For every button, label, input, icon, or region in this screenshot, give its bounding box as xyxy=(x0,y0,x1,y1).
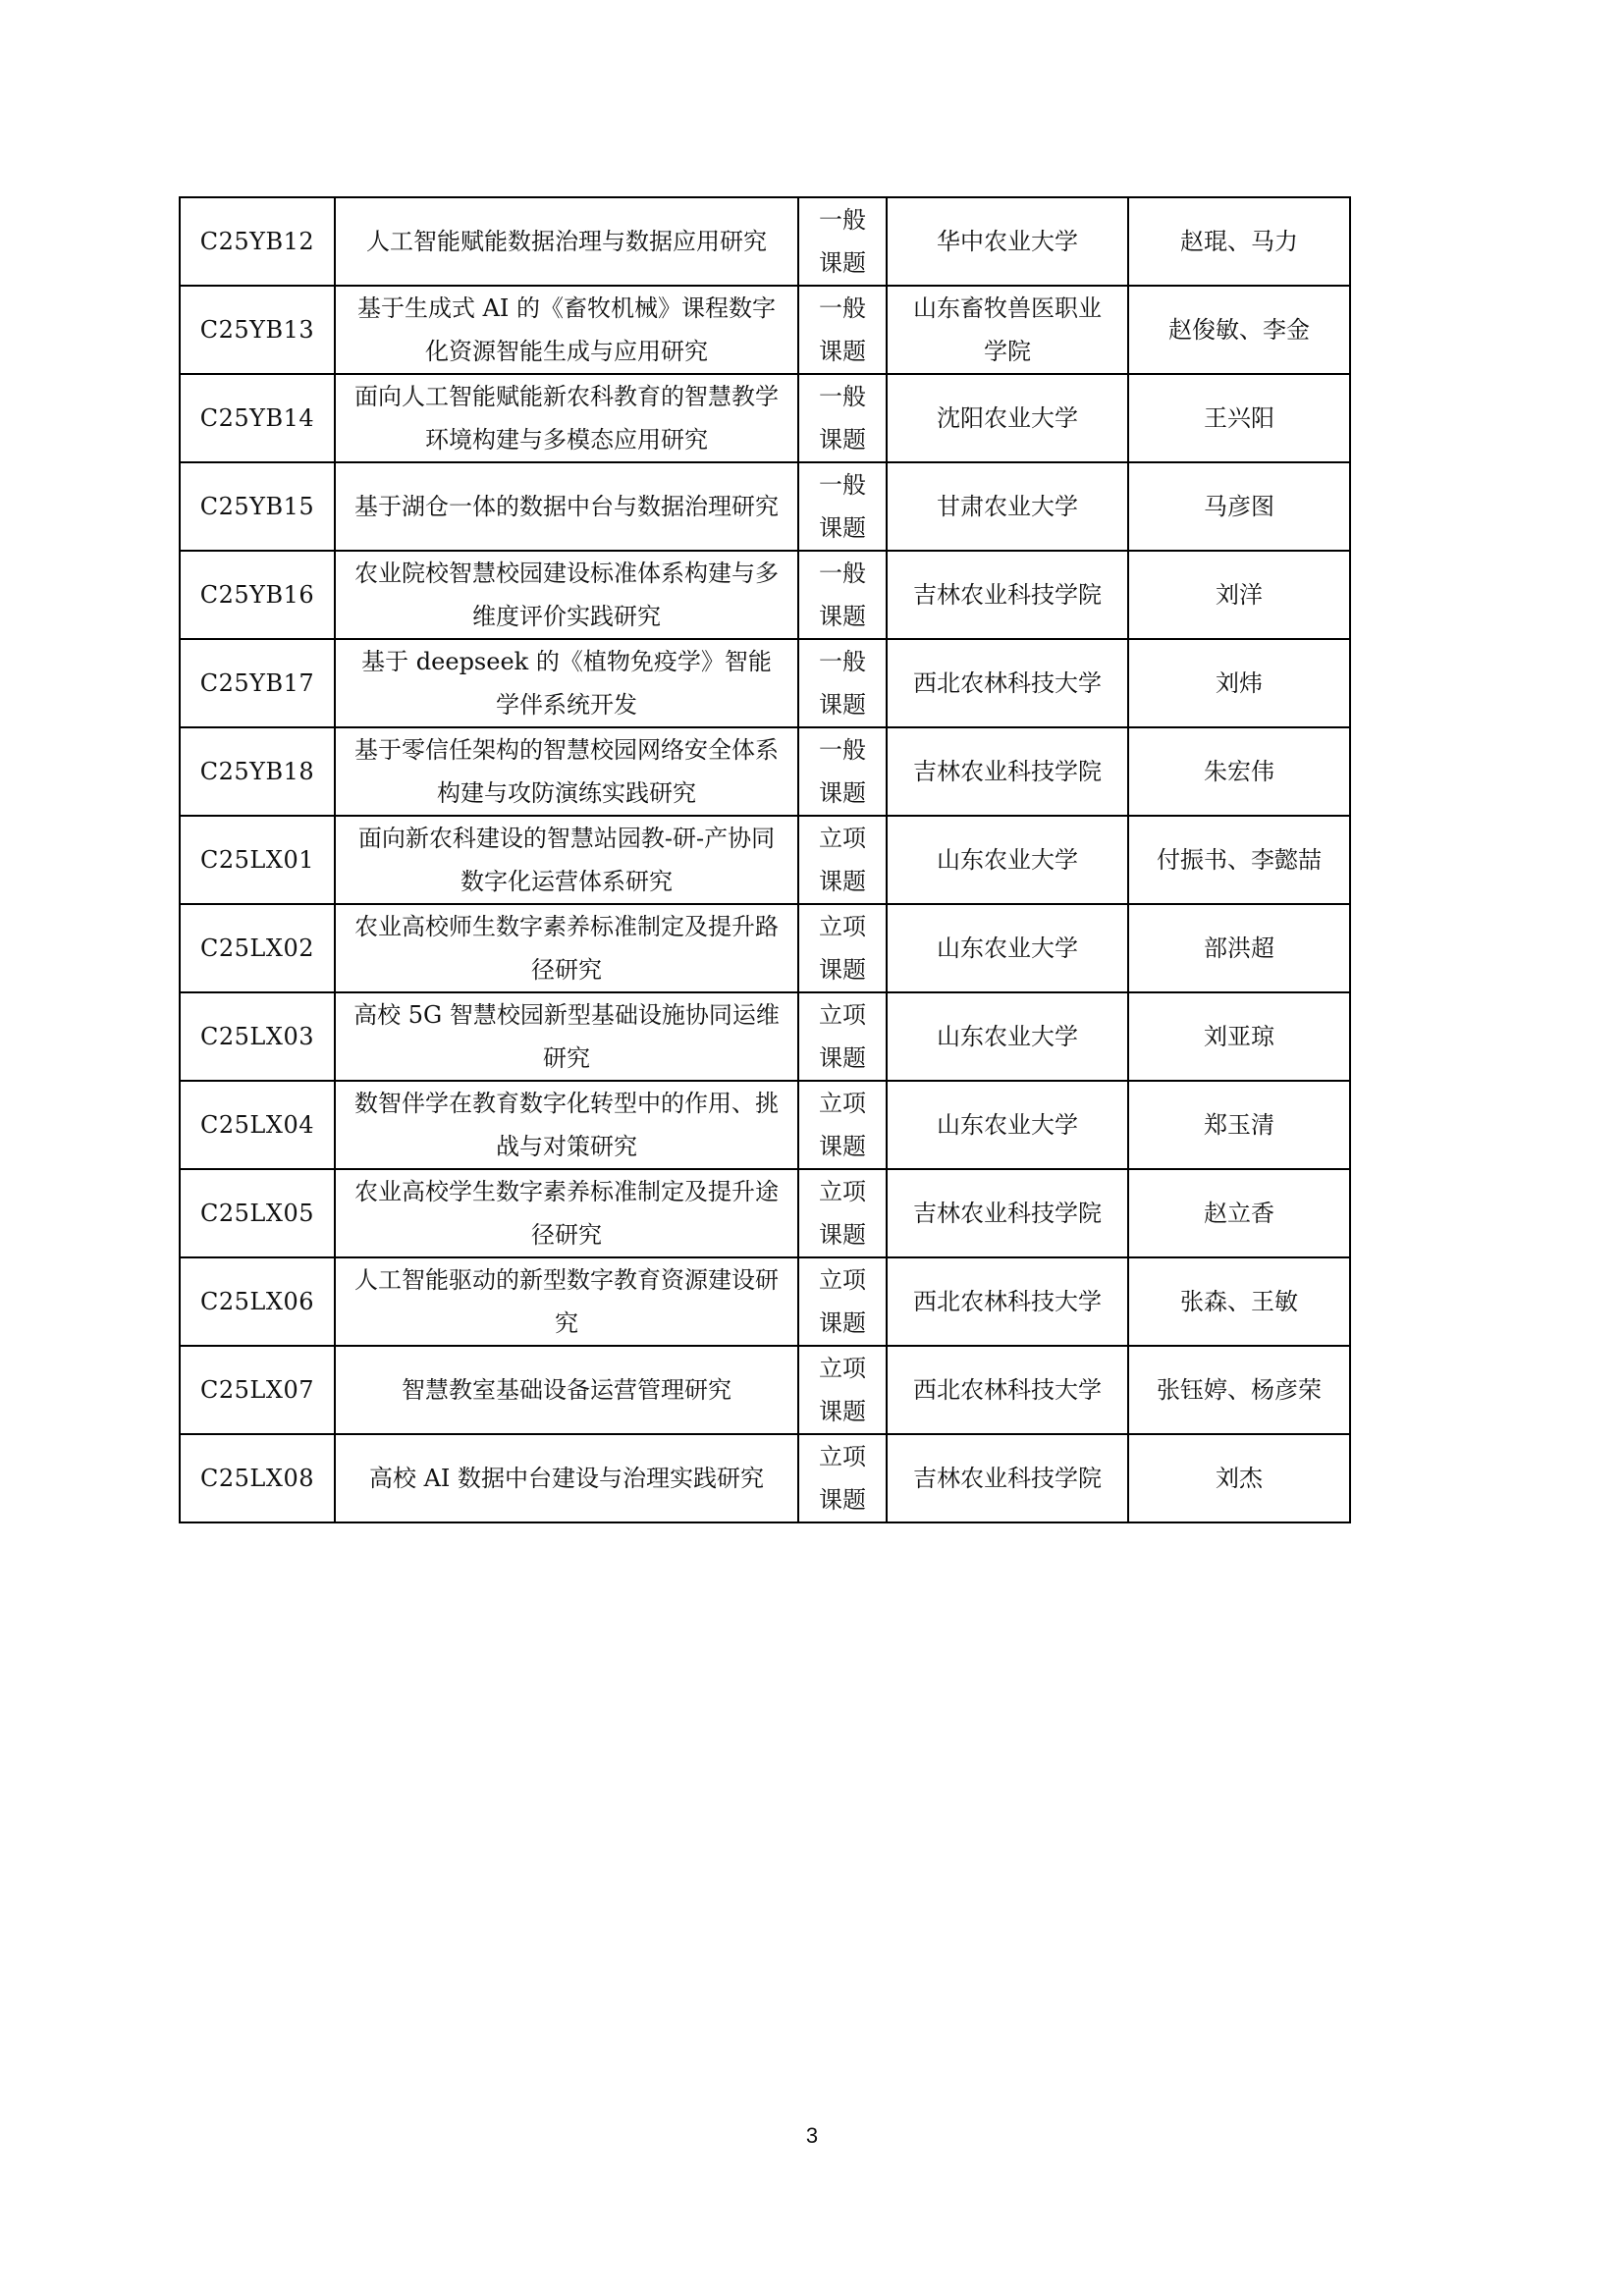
project-id-cell xyxy=(180,1346,335,1434)
project-title-text: 高校 AI 数据中台建设与治理实践研究 xyxy=(368,1465,765,1492)
project-title-cell xyxy=(335,1169,798,1257)
project-id-text: C25YB14 xyxy=(199,404,315,432)
project-title-text: 基于 deepseek 的《植物免疫学》智能学伴系统开发 xyxy=(361,648,772,719)
project-id-text: C25LX08 xyxy=(200,1465,314,1492)
project-type-cell xyxy=(798,816,887,904)
project-id-text: C25YB16 xyxy=(199,581,315,609)
project-type-cell xyxy=(798,462,887,551)
person-in-charge-cell xyxy=(1128,197,1350,286)
project-id-cell xyxy=(180,992,335,1081)
organization-cell xyxy=(887,1346,1128,1434)
project-id-text: C25YB12 xyxy=(199,228,315,255)
person-in-charge-text: 刘炜 xyxy=(1216,669,1263,697)
project-title-text: 人工智能驱动的新型数字教育资源建设研究 xyxy=(354,1266,779,1337)
project-title-cell xyxy=(335,992,798,1081)
table-row xyxy=(180,462,1350,551)
project-type-text: 一般课题 xyxy=(819,560,866,630)
person-in-charge-cell xyxy=(1128,992,1350,1081)
organization-cell xyxy=(887,727,1128,816)
project-type-cell xyxy=(798,1434,887,1522)
project-title-cell xyxy=(335,727,798,816)
person-in-charge-cell xyxy=(1128,1169,1350,1257)
table-row xyxy=(180,1081,1350,1169)
project-table-body xyxy=(180,197,1350,1522)
organization-text: 华中农业大学 xyxy=(937,228,1078,255)
project-id-text: C25YB13 xyxy=(199,316,315,344)
project-type-text: 立项课题 xyxy=(819,1178,866,1249)
table-row xyxy=(180,639,1350,727)
person-in-charge-text: 张钰婷、杨彦荣 xyxy=(1157,1376,1322,1404)
organization-text: 西北农林科技大学 xyxy=(913,669,1102,697)
project-title-cell xyxy=(335,197,798,286)
project-title-text: 农业高校学生数字素养标准制定及提升途径研究 xyxy=(354,1178,779,1249)
person-in-charge-text: 马彦图 xyxy=(1204,493,1274,520)
project-id-cell xyxy=(180,197,335,286)
project-id-cell xyxy=(180,374,335,462)
organization-text: 山东农业大学 xyxy=(937,846,1078,874)
project-id-text: C25LX02 xyxy=(200,934,314,962)
person-in-charge-text: 刘杰 xyxy=(1216,1465,1263,1492)
person-in-charge-text: 赵琨、马力 xyxy=(1180,228,1298,255)
person-in-charge-cell xyxy=(1128,816,1350,904)
organization-text: 西北农林科技大学 xyxy=(913,1288,1102,1315)
project-id-cell xyxy=(180,1257,335,1346)
project-type-cell xyxy=(798,286,887,374)
organization-text: 山东农业大学 xyxy=(937,1111,1078,1139)
organization-text: 山东畜牧兽医职业学院 xyxy=(913,294,1102,365)
project-title-text: 基于零信任架构的智慧校园网络安全体系构建与攻防演练实践研究 xyxy=(354,736,779,807)
person-in-charge-text: 赵俊敏、李金 xyxy=(1168,316,1310,344)
project-title-cell xyxy=(335,374,798,462)
person-in-charge-text: 付振书、李懿喆 xyxy=(1157,846,1322,874)
project-type-text: 立项课题 xyxy=(819,1355,866,1425)
person-in-charge-text: 王兴阳 xyxy=(1204,404,1274,432)
project-title-cell xyxy=(335,462,798,551)
table-row xyxy=(180,1257,1350,1346)
organization-cell xyxy=(887,816,1128,904)
person-in-charge-text: 刘亚琼 xyxy=(1204,1023,1274,1050)
project-type-cell xyxy=(798,904,887,992)
project-id-cell xyxy=(180,639,335,727)
organization-cell xyxy=(887,286,1128,374)
organization-text: 西北农林科技大学 xyxy=(913,1376,1102,1404)
project-title-cell xyxy=(335,1346,798,1434)
page-number: 3 xyxy=(805,2123,819,2148)
person-in-charge-cell xyxy=(1128,639,1350,727)
person-in-charge-cell xyxy=(1128,1257,1350,1346)
table-row xyxy=(180,1346,1350,1434)
project-title-text: 基于湖仓一体的数据中台与数据治理研究 xyxy=(354,493,779,520)
person-in-charge-cell xyxy=(1128,1346,1350,1434)
table-row xyxy=(180,816,1350,904)
project-type-text: 一般课题 xyxy=(819,736,866,807)
organization-cell xyxy=(887,1169,1128,1257)
organization-text: 山东农业大学 xyxy=(937,1023,1078,1050)
person-in-charge-text: 朱宏伟 xyxy=(1204,758,1274,785)
project-type-text: 立项课题 xyxy=(819,1001,866,1072)
organization-text: 甘肃农业大学 xyxy=(937,493,1078,520)
person-in-charge-cell xyxy=(1128,462,1350,551)
table-row xyxy=(180,551,1350,639)
organization-cell xyxy=(887,1434,1128,1522)
project-title-cell xyxy=(335,816,798,904)
organization-cell xyxy=(887,551,1128,639)
project-type-text: 立项课题 xyxy=(819,1090,866,1160)
project-title-text: 人工智能赋能数据治理与数据应用研究 xyxy=(366,228,767,255)
project-title-text: 面向新农科建设的智慧站园教-研-产协同数字化运营体系研究 xyxy=(357,825,776,895)
project-title-text: 基于生成式 AI 的《畜牧机械》课程数字化资源智能生成与应用研究 xyxy=(356,294,777,365)
project-id-text: C25LX06 xyxy=(200,1288,314,1315)
organization-text: 山东农业大学 xyxy=(937,934,1078,962)
project-title-cell xyxy=(335,639,798,727)
project-table xyxy=(179,196,1351,1523)
organization-cell xyxy=(887,462,1128,551)
organization-text: 吉林农业科技学院 xyxy=(913,1465,1102,1492)
project-type-text: 一般课题 xyxy=(819,206,866,277)
project-title-cell xyxy=(335,1257,798,1346)
project-type-cell xyxy=(798,197,887,286)
project-title-text: 数智伴学在教育数字化转型中的作用、挑战与对策研究 xyxy=(354,1090,779,1160)
project-id-cell xyxy=(180,286,335,374)
person-in-charge-cell xyxy=(1128,1434,1350,1522)
person-in-charge-cell xyxy=(1128,904,1350,992)
project-title-text: 面向人工智能赋能新农科教育的智慧教学环境构建与多模态应用研究 xyxy=(354,383,779,454)
project-title-cell xyxy=(335,904,798,992)
project-type-text: 立项课题 xyxy=(819,1266,866,1337)
organization-text: 吉林农业科技学院 xyxy=(913,1200,1102,1227)
project-type-cell xyxy=(798,374,887,462)
person-in-charge-text: 郑玉清 xyxy=(1204,1111,1274,1139)
table-row xyxy=(180,286,1350,374)
project-id-cell xyxy=(180,1169,335,1257)
organization-text: 吉林农业科技学院 xyxy=(913,581,1102,609)
person-in-charge-cell xyxy=(1128,1081,1350,1169)
project-type-cell xyxy=(798,727,887,816)
person-in-charge-text: 赵立香 xyxy=(1204,1200,1274,1227)
organization-cell xyxy=(887,1257,1128,1346)
project-type-text: 一般课题 xyxy=(819,471,866,542)
project-type-cell xyxy=(798,1169,887,1257)
person-in-charge-text: 部洪超 xyxy=(1204,934,1274,962)
project-id-text: C25LX05 xyxy=(200,1200,314,1227)
project-id-text: C25LX07 xyxy=(200,1376,314,1404)
table-row xyxy=(180,992,1350,1081)
project-id-text: C25LX04 xyxy=(200,1111,314,1139)
project-type-cell xyxy=(798,551,887,639)
person-in-charge-cell xyxy=(1128,551,1350,639)
organization-cell xyxy=(887,992,1128,1081)
project-id-cell xyxy=(180,727,335,816)
project-id-text: C25LX03 xyxy=(200,1023,314,1050)
project-id-cell xyxy=(180,551,335,639)
project-id-text: C25YB18 xyxy=(199,758,315,785)
organization-text: 沈阳农业大学 xyxy=(937,404,1078,432)
project-title-text: 农业院校智慧校园建设标准体系构建与多维度评价实践研究 xyxy=(354,560,779,630)
organization-text: 吉林农业科技学院 xyxy=(913,758,1102,785)
project-type-text: 一般课题 xyxy=(819,383,866,454)
project-type-cell xyxy=(798,639,887,727)
project-id-cell xyxy=(180,816,335,904)
project-id-cell xyxy=(180,1081,335,1169)
project-id-cell xyxy=(180,1434,335,1522)
project-title-cell xyxy=(335,1434,798,1522)
project-type-text: 立项课题 xyxy=(819,825,866,895)
person-in-charge-cell xyxy=(1128,374,1350,462)
table-row xyxy=(180,1434,1350,1522)
project-id-cell xyxy=(180,462,335,551)
project-title-cell xyxy=(335,1081,798,1169)
organization-cell xyxy=(887,197,1128,286)
project-id-text: C25YB15 xyxy=(199,493,315,520)
project-type-cell xyxy=(798,1257,887,1346)
table-row xyxy=(180,197,1350,286)
project-type-text: 立项课题 xyxy=(819,1443,866,1514)
project-title-text: 农业高校师生数字素养标准制定及提升路径研究 xyxy=(354,913,779,984)
project-type-text: 一般课题 xyxy=(819,294,866,365)
organization-cell xyxy=(887,904,1128,992)
project-type-text: 一般课题 xyxy=(819,648,866,719)
project-type-cell xyxy=(798,992,887,1081)
organization-cell xyxy=(887,1081,1128,1169)
table-row xyxy=(180,1169,1350,1257)
project-type-cell xyxy=(798,1346,887,1434)
person-in-charge-text: 张森、王敏 xyxy=(1180,1288,1298,1315)
project-type-text: 立项课题 xyxy=(819,913,866,984)
person-in-charge-cell xyxy=(1128,286,1350,374)
project-title-text: 智慧教室基础设备运营管理研究 xyxy=(402,1376,731,1404)
project-title-text: 高校 5G 智慧校园新型基础设施协同运维研究 xyxy=(353,1001,780,1072)
organization-cell xyxy=(887,639,1128,727)
project-title-cell xyxy=(335,551,798,639)
project-id-text: C25LX01 xyxy=(200,846,314,874)
person-in-charge-cell xyxy=(1128,727,1350,816)
project-id-cell xyxy=(180,904,335,992)
project-type-cell xyxy=(798,1081,887,1169)
table-row xyxy=(180,904,1350,992)
table-row xyxy=(180,374,1350,462)
table-row xyxy=(180,727,1350,816)
project-title-cell xyxy=(335,286,798,374)
person-in-charge-text: 刘洋 xyxy=(1216,581,1263,609)
organization-cell xyxy=(887,374,1128,462)
project-id-text: C25YB17 xyxy=(199,669,315,697)
